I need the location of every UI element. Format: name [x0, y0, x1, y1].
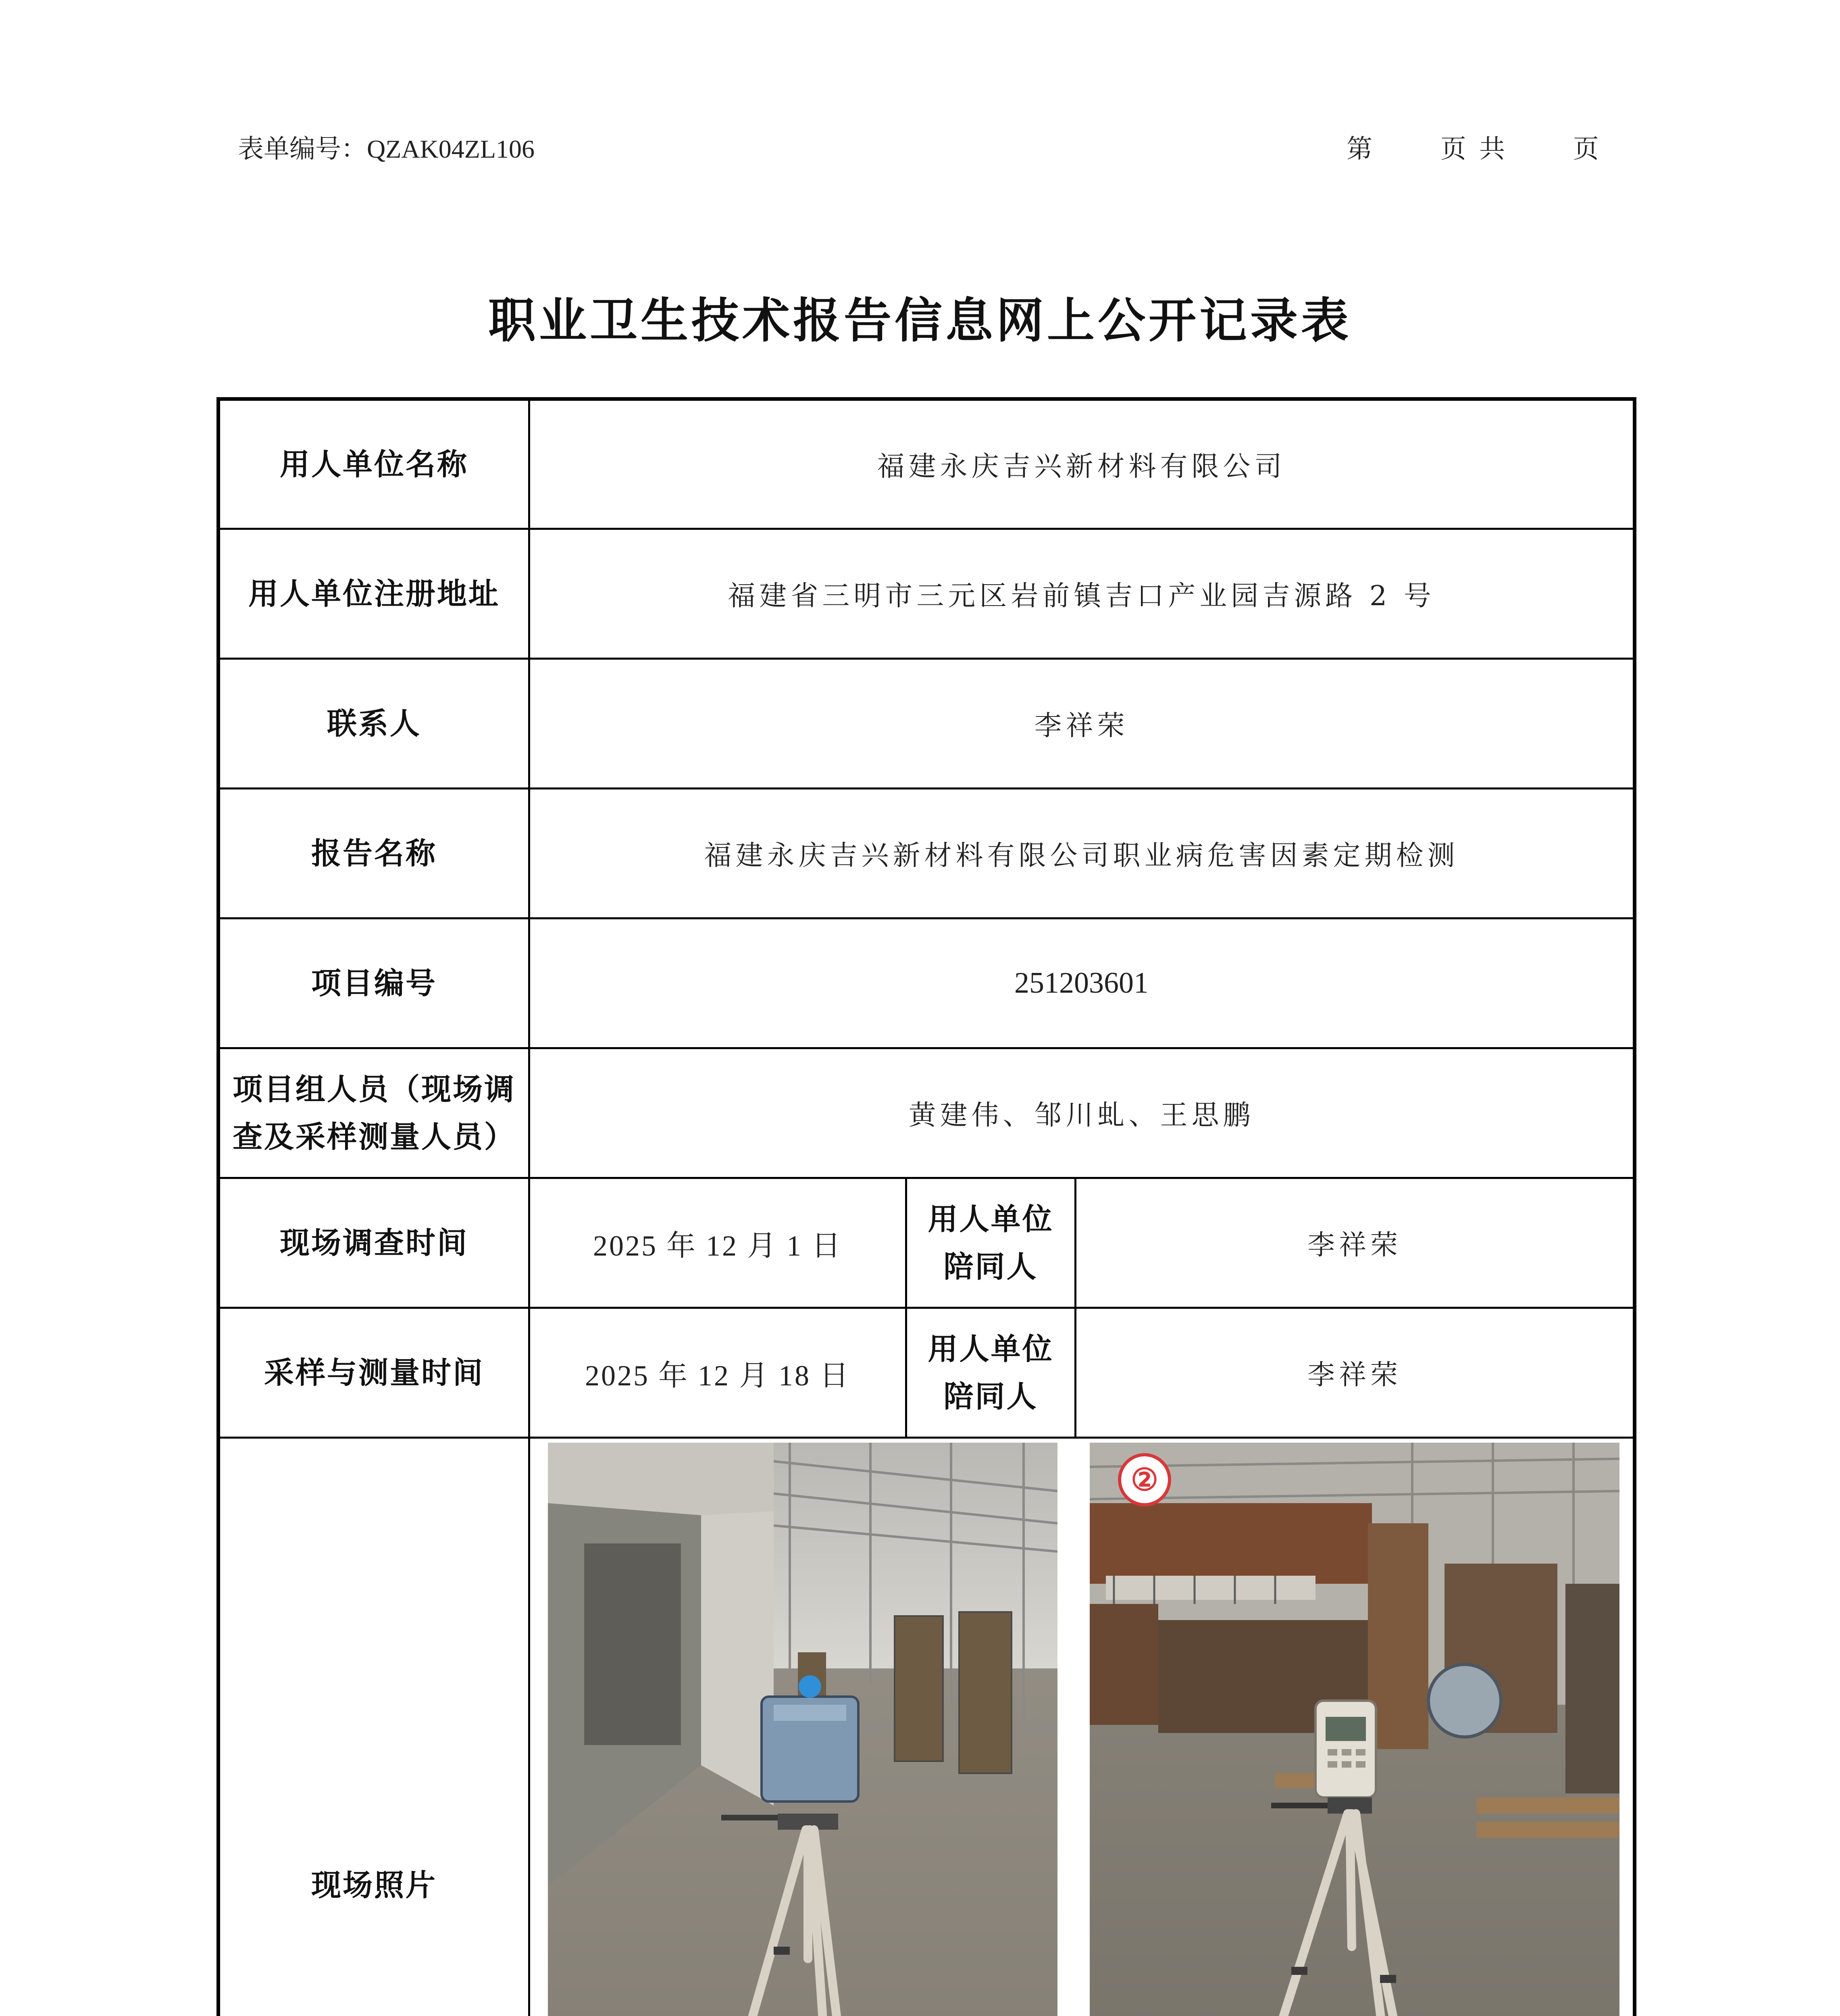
- employer-name-label: 用人单位名称: [219, 399, 529, 529]
- photo-2-marker: ②: [1130, 1463, 1159, 1497]
- row-project-number: [219, 918, 1635, 1048]
- sampling-companion-label-line1: 用人单位: [928, 1331, 1054, 1366]
- employer-address-label: 用人单位注册地址: [219, 529, 529, 659]
- contact-label: 联系人: [219, 659, 529, 789]
- contact-value: 李祥荣: [529, 659, 1635, 789]
- sampling-time-value: 2025 年 12 月 18 日: [529, 1308, 906, 1438]
- project-number-label: 项目编号: [219, 918, 529, 1048]
- form-number-label: 表单编号：: [238, 134, 367, 164]
- report-name-value: 福建永庆吉兴新材料有限公司职业病危害因素定期检测: [529, 789, 1635, 918]
- record-table: [216, 397, 1636, 2016]
- sampling-companion-label: [906, 1308, 1076, 1438]
- employer-name-value: 福建永庆吉兴新材料有限公司: [529, 399, 1635, 529]
- row-sampling-time: [219, 1308, 1635, 1438]
- site-photo-2: [1090, 1443, 1619, 2016]
- site-photos-label: 现场照片: [219, 1438, 529, 2016]
- form-number: [238, 128, 535, 165]
- row-site-photos: [219, 1438, 1635, 2016]
- page-gong: 共: [1479, 134, 1508, 164]
- row-employer-address: [219, 529, 1635, 659]
- row-report-name: [219, 789, 1635, 918]
- site-photo-2-image: [1090, 1443, 1619, 2016]
- report-name-label: 报告名称: [219, 789, 529, 918]
- row-project-team: [219, 1048, 1635, 1178]
- row-survey-time: [219, 1178, 1635, 1308]
- sampling-companion-value: 李祥荣: [1076, 1308, 1635, 1438]
- site-photos-cell: [529, 1438, 1635, 2016]
- project-team-label: [219, 1048, 529, 1178]
- page-di: 第: [1347, 134, 1375, 164]
- form-number-value: QZAK04ZL106: [367, 135, 535, 163]
- sampling-time-label: 采样与测量时间: [219, 1308, 529, 1438]
- page-title: 职业卫生技术报告信息网上公开记录表: [488, 293, 1352, 348]
- page-ye-total: 页: [1573, 134, 1601, 164]
- project-team-value: 黄建伟、邹川虬、王思鹏: [529, 1048, 1635, 1178]
- survey-companion-label-line1: 用人单位: [928, 1202, 1054, 1237]
- survey-companion-value: 李祥荣: [1076, 1178, 1635, 1308]
- page-ye: 页: [1440, 134, 1469, 164]
- project-team-label-line1: 项目组人员（现场调: [233, 1072, 516, 1107]
- site-photo-1-image: [548, 1443, 1057, 2016]
- employer-address-value: 福建省三明市三元区岩前镇吉口产业园吉源路 2 号: [529, 529, 1635, 659]
- survey-time-label: 现场调查时间: [219, 1178, 529, 1308]
- project-number-value: 251203601: [529, 918, 1635, 1048]
- project-team-label-line2: 查及采样测量人员）: [233, 1119, 516, 1154]
- sampling-companion-label-line2: 陪同人: [943, 1379, 1038, 1414]
- survey-companion-label: [906, 1178, 1076, 1308]
- page-indicator: [1347, 128, 1601, 165]
- survey-companion-label-line2: 陪同人: [943, 1249, 1038, 1284]
- row-employer-name: [219, 399, 1635, 529]
- row-contact: [219, 659, 1635, 789]
- survey-time-value: 2025 年 12 月 1 日: [529, 1178, 906, 1308]
- site-photo-1: [548, 1443, 1057, 2016]
